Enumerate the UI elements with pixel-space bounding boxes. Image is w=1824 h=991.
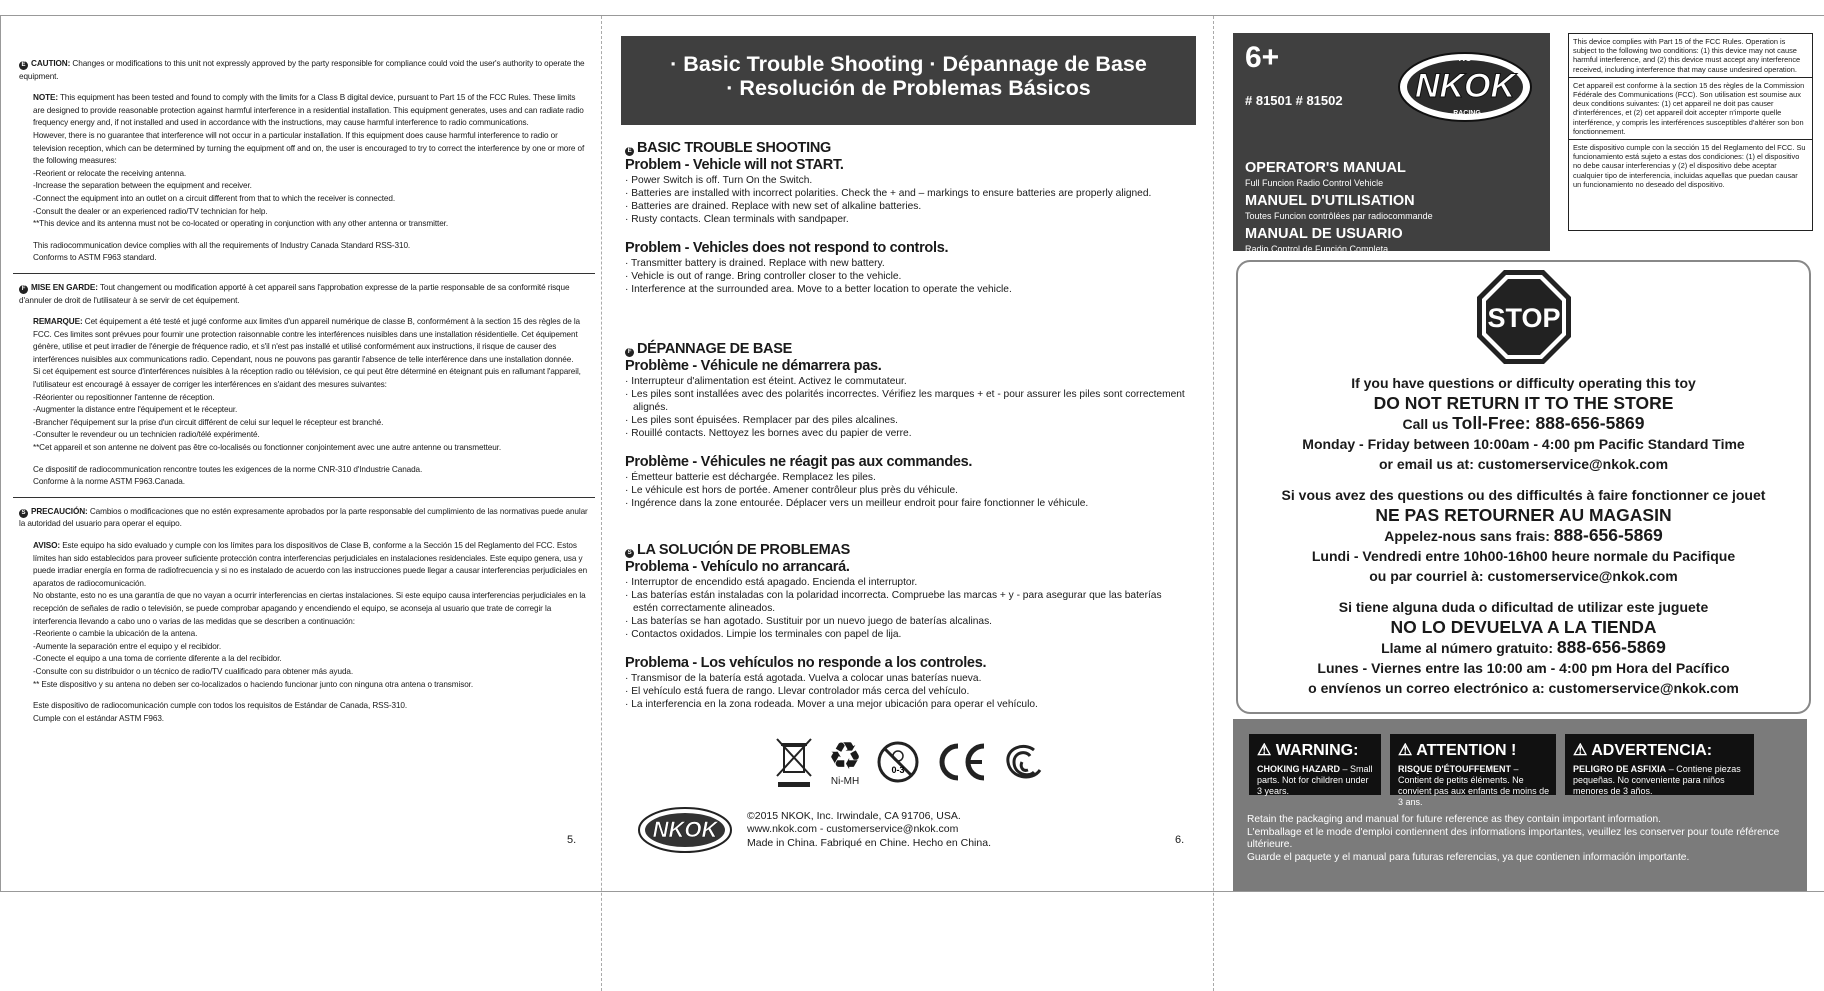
troubleshooting-banner xyxy=(621,36,1196,125)
list-item: · Ingérence dans la zone entourée. Déplacer vers un meilleur endroit pour faire fonctionner le véhicule. xyxy=(625,497,1185,510)
list-item: · Transmitter battery is drained. Replace with new battery. xyxy=(625,257,1185,270)
warning-panel xyxy=(1233,719,1807,891)
manual-subtitle: Radio Control de Función Completa xyxy=(1245,244,1389,254)
retain-line: Guarde el paquete y el manual para futuras referencias, ya que contienen información importante. xyxy=(1247,851,1690,863)
fcc-notice-es xyxy=(19,506,589,726)
help-headline: DO NOT RETURN IT TO THE STORE xyxy=(1373,393,1674,413)
fcc-notice-en xyxy=(19,58,589,265)
section-heading: LA SOLUCIÓN DE PROBLEMAS xyxy=(637,542,850,558)
caution-label: MISE EN GARDE: xyxy=(31,282,98,292)
list-item: · Transmisor de la batería está agotada. Vuelva a colocar unas baterías nueva. xyxy=(625,672,1185,685)
measure-item: -Brancher l'équipement sur la prise d'un circuit différent de celui sur lequel le récepteur est branché. xyxy=(33,417,384,427)
age-rating: 6+ xyxy=(1245,41,1280,74)
stop-sign-icon xyxy=(1475,268,1573,366)
help-call: Appelez-nous sans frais: xyxy=(1384,528,1550,544)
help-email[interactable]: ou par courriel à: customerservice@nkok.com xyxy=(1369,568,1678,584)
retain-line: Retain the packaging and manual for future reference as they contain important information. xyxy=(1247,814,1661,825)
logo-text: NKOK xyxy=(652,817,718,842)
measure-item: -Consult the dealer or an experienced radio/TV technician for help. xyxy=(33,206,268,216)
section-heading: BASIC TROUBLE SHOOTING xyxy=(637,140,831,156)
weee-bin-icon xyxy=(774,736,814,788)
help-call: Call us xyxy=(1402,416,1449,432)
manual-subtitle: Full Funcion Radio Control Vehicle xyxy=(1245,178,1384,188)
warning-box-en xyxy=(1249,734,1381,795)
fcc-statement: Este dispositivo cumple con la sección 15 del Reglamento del FCC. Su funcionamiento está sujeto a estas dos condiciones: (1) el dispositivo no debe causar interferencias y (2) el dispositivo debe aceptar cualquier tipo de interferencia, incluidas aquellas que puedan causar un funcionamiento no deseado del dispositivo. xyxy=(1573,143,1806,189)
interference-text: Si cet équipement est source d'interférences nuisibles à la réception radio ou télévision, ce qui peut être déterminé en éteignant puis en rallumant l'appareil, l'utilisateur est encouragé à essayer de corriger les interférences en s'aidant des mesures suivantes: xyxy=(33,367,581,390)
help-line: Si tiene alguna duda o dificultad de utilizar este juguete xyxy=(1338,599,1709,615)
problem-title: Problème - Véhicules ne réagit pas aux commandes. xyxy=(625,454,973,470)
fcc-statement-box xyxy=(1568,33,1813,231)
help-hours: Lundi - Vendredi entre 10h00-16h00 heure normale du Pacifique xyxy=(1311,548,1736,564)
fcc-statement: This device complies with Part 15 of the FCC Rules. Operation is subject to the following two conditions: (1) this device may not cause harmful interference, and (2) this device must accept any interference received, including interference that may cause undesired operation. xyxy=(1569,34,1812,78)
web-contact: www.nkok.com - customerservice@nkok.com xyxy=(747,823,959,836)
ce-mark-icon xyxy=(934,740,988,784)
manual-title: MANUAL DE USUARIO xyxy=(1245,226,1403,242)
troubleshooting-panel xyxy=(619,16,1205,891)
solution-list xyxy=(625,257,1185,296)
help-hours: Monday - Friday between 10:00am - 4:00 pm Pacific Standard Time xyxy=(1302,436,1745,452)
language-flag: E xyxy=(19,61,28,70)
copyright: ©2015 NKOK, Inc. Irwindale, CA 91706, USA. xyxy=(747,809,961,822)
list-item: · Las baterías se han agotado. Sustituir por un nuevo juego de baterías alcalinas. xyxy=(625,615,1185,628)
manual-sheet xyxy=(0,15,1824,892)
list-item: · Rusty contacts. Clean terminals with sandpaper. xyxy=(625,213,1185,226)
troubleshooting-es xyxy=(625,542,1185,711)
troubleshooting-fr xyxy=(625,341,1185,510)
customer-service-box xyxy=(1236,260,1811,714)
solution-list xyxy=(625,375,1185,440)
canada-compliance: Ce dispositif de radiocommunication rencontre toutes les exigences de la norme CNR-310 d'Industrie Canada. xyxy=(33,464,423,474)
caution-label: CAUTION: xyxy=(31,59,71,68)
retain-notice xyxy=(1247,814,1797,864)
troubleshooting-en xyxy=(625,140,1185,296)
astm-compliance: Conforme à la norme ASTM F963.Canada. xyxy=(33,477,185,487)
list-item: · Rouillé contacts. Nettoyez les bornes avec du papier de verre. xyxy=(625,427,1185,440)
manual-subtitle: Toutes Funcion contrôlées par radiocommande xyxy=(1245,211,1433,221)
measure-item: -Consulter le revendeur ou un technicien radio/télé expérimenté. xyxy=(33,430,260,440)
astm-compliance: Cumple con el estándar ASTM F963. xyxy=(33,713,164,723)
warning-box-es xyxy=(1565,734,1754,795)
logo-text: NKOK xyxy=(1414,67,1516,105)
warning-box-fr xyxy=(1390,734,1556,807)
stop-text: STOP xyxy=(1486,303,1561,333)
age-warning-icon xyxy=(876,740,920,784)
manual-title: OPERATOR'S MANUAL xyxy=(1245,160,1406,176)
warning-title: ATTENTION ! xyxy=(1416,742,1517,759)
caution-text: Changes or modifications to this unit not expressly approved by the party responsible for compliance could void the user's authority to operate the equipment. xyxy=(19,59,585,81)
made-in: Made in China. Fabriqué en Chine. Hecho en China. xyxy=(747,836,991,849)
fold-line xyxy=(601,16,602,991)
list-item: · Batteries are installed with incorrect polarities. Check the + and – markings to ensure batteries are properly aligned. xyxy=(625,187,1185,200)
footer-text xyxy=(747,810,991,851)
page-number: 6. xyxy=(1175,834,1185,846)
nimh-label: Ni-MH xyxy=(830,775,860,787)
help-email[interactable]: or email us at: customerservice@nkok.com xyxy=(1378,456,1669,472)
warning-triangle-icon: ⚠ xyxy=(1257,742,1272,759)
note-label: AVISO: xyxy=(33,541,60,550)
list-item: · Le véhicule est hors de portée. Amener contrôleur plus près du véhicule. xyxy=(625,484,1185,497)
banner-line: · Basic Trouble Shooting · Dépannage de Base xyxy=(670,52,1147,76)
manual-title: MANUEL D'UTILISATION xyxy=(1245,193,1415,209)
help-call: Llame al número gratuito: xyxy=(1381,640,1554,656)
measure-item: -Reoriente o cambie la ubicación de la antena. xyxy=(33,629,198,639)
solution-list xyxy=(625,576,1185,641)
list-item: · Las baterías están instaladas con la polaridad incorrecta. Compruebe las marcas + y - para asegurar que las baterías estén correctamente alineados. xyxy=(625,589,1185,615)
warning-title: ADVERTENCIA: xyxy=(1591,742,1713,759)
help-headline: NE PAS RETOURNER AU MAGASIN xyxy=(1375,505,1672,525)
help-es xyxy=(1238,597,1809,698)
nkok-logo xyxy=(637,806,733,854)
note-text: This equipment has been tested and found to comply with the limits for a Class B digital device, pursuant to Part 15 of the FCC Rules. These limits are designed to provide reasonable protection against harmful interference in a residential installation. This equipment generates, uses and can radiate radio frequency energy and, if not installed and used in accordance with the instructions, may cause harmful interference to radio communications. xyxy=(33,93,584,128)
list-item: · Les piles sont installées avec des polarités incorrectes. Vérifiez les marques + et - pour assurer les piles sont correctement alignés. xyxy=(625,388,1185,414)
interference-text: No obstante, esto no es una garantía de que no vayan a ocurrir interferencias en ciertas instalaciones. Si este equipo causa interferencias perjudiciales en la recepción de señales de radio o televisión, se puede comprobar apagando y encendiendo el equipo, se aconseja al usuario que trate de corregir la interferencia llevando a cabo uno o varias de las medidas que se describen a continuación: xyxy=(33,591,586,626)
help-email[interactable]: o envíenos un correo electrónico a: customerservice@nkok.com xyxy=(1308,680,1739,696)
list-item: · Power Switch is off. Turn On the Switch. xyxy=(625,174,1185,187)
warning-text: – Contiene piezas pequeñas. No conveniente para niños menores de 3 años. xyxy=(1573,764,1741,796)
fcc-statement: Cet appareil est conforme à la section 15 des règles de la Commission Fédérale des Communications (FCC). Son utilisation est soumise aux deux conditions suivantes: (1) cet appareil ne doit pas causer d'interférences, et (2) cet appareil doit accepter n'importe quelle interférence, y compris les interférences susceptibles d'altérer son bon fonctionnement. xyxy=(1569,78,1812,140)
language-flag: S xyxy=(19,509,28,518)
warning-label: PELIGRO DE ASFIXIA xyxy=(1573,764,1667,774)
solution-list xyxy=(625,174,1185,226)
warning-text: – Contient de petits éléments. Ne convient pas aux enfants de moins de 3 ans. xyxy=(1398,764,1550,807)
footer xyxy=(637,806,991,854)
measure-item: -Reorient or relocate the receiving antenna. xyxy=(33,168,187,178)
fold-line xyxy=(1213,16,1214,991)
phone-number[interactable]: 888-656-5869 xyxy=(1556,637,1666,657)
warning-triangle-icon: ⚠ xyxy=(1573,742,1588,759)
solution-list xyxy=(625,672,1185,711)
canada-compliance: This radiocommunication device complies with all the requirements of Industry Canada Standard RSS-310. xyxy=(33,240,411,250)
note-text: Cet équipement a été testé et jugé conforme aux limites d'un appareil numérique de classe B, conformément à la section 15 des règles de la FCC. Ces limites sont prévues pour fournir une protection raisonnable contre les interférences nuisibles dans une installation résidentielle. Cet équipement génère, utilise et peut irradier de l'énergie de fréquence radio, et s'il n'est pas installé et utilisé conformément aux instructions, il risque de causer des interférences nuisibles aux communications radio. Cependant, nous ne pouvons pas garantir l'absence de telle interférence dans une installation donnée. xyxy=(33,317,581,364)
warning-text: – Small parts. Not for children under 3 years. xyxy=(1257,764,1373,796)
note-label: REMARQUE: xyxy=(33,317,83,327)
page-number: 5. xyxy=(567,834,577,846)
help-line: If you have questions or difficulty operating this toy xyxy=(1351,375,1696,391)
list-item: · Contactos oxidados. Limpie los terminales con papel de lija. xyxy=(625,628,1185,641)
canada-compliance: Este dispositivo de radiocomunicación cumple con todos los requisitos de Estándar de Canada, RSS-310. xyxy=(33,701,408,711)
caution-label: PRECAUCIÓN: xyxy=(31,506,88,516)
caution-text: Cambios o modificaciones que no estén expresamente aprobados por la parte responsable del cumplimiento de las normativas puede anular la autoridad del usuario para operar el equipo. xyxy=(19,506,588,529)
language-flag: F xyxy=(625,348,634,357)
note-label: NOTE: xyxy=(33,93,58,103)
divider xyxy=(13,273,595,274)
list-item: · Interruptor de encendido está apagado. Encienda el interruptor. xyxy=(625,576,1185,589)
divider xyxy=(13,497,595,498)
logo-racing: RACING xyxy=(1453,110,1481,117)
swirl-logo-icon xyxy=(1002,740,1046,784)
list-item: · Les piles sont épuisées. Remplacer par des piles alcalines. xyxy=(625,414,1185,427)
section-heading: DÉPANNAGE DE BASE xyxy=(637,341,792,357)
warning-triangle-icon: ⚠ xyxy=(1398,742,1413,759)
measure-item: ** Este dispositivo y su antena no deben ser co-localizados o haciendo funcionar junto con ninguna otra antena o transmisor. xyxy=(33,679,474,689)
help-hours: Lunes - Viernes entre las 10:00 am - 4:00 pm Hora del Pacífico xyxy=(1317,660,1730,676)
language-flag: F xyxy=(19,285,28,294)
retain-line: L'emballage et le mode d'emploi contiennent des informations importantes, veuillez les conserver pour toute référence ultérieure. xyxy=(1247,826,1780,850)
problem-title: Problème - Véhicule ne démarrera pas. xyxy=(625,358,882,374)
warning-label: CHOKING HAZARD xyxy=(1257,764,1340,774)
language-flag: S xyxy=(625,549,634,558)
age-warning-text: 0-3 xyxy=(891,765,905,775)
caution-text: Tout changement ou modification apporté à cet appareil sans l'approbation expresse de la partie responsable de sa conformité risque d'annuler de droit de l'utilisateur à se servir de cet équipement. xyxy=(19,282,570,305)
phone-number[interactable]: Toll-Free: 888-656-5869 xyxy=(1452,413,1645,433)
measure-item: -Augmenter la distance entre l'équipement et le récepteur. xyxy=(33,405,238,415)
language-flag: E xyxy=(625,147,634,156)
logo-rc: RC xyxy=(1458,53,1472,63)
list-item: · Interrupteur d'alimentation est éteint. Activez le commutateur. xyxy=(625,375,1185,388)
list-item: · Interference at the surrounded area. Move to a better location to operate the vehicle. xyxy=(625,283,1185,296)
measure-item: -Increase the separation between the equipment and receiver. xyxy=(33,181,252,191)
measure-item: **This device and its antenna must not be co-located or operating in conjunction with any other antenna or transmitter. xyxy=(33,219,449,229)
help-headline: NO LO DEVUELVA A LA TIENDA xyxy=(1390,617,1657,637)
banner-line: · Resolución de Problemas Básicos xyxy=(726,76,1091,100)
help-line: Si vous avez des questions ou des difficultés à faire fonctionner ce jouet xyxy=(1281,487,1766,503)
astm-compliance: Conforms to ASTM F963 standard. xyxy=(33,253,157,263)
compliance-icons xyxy=(774,736,1046,788)
cover-panel xyxy=(1233,16,1813,891)
measure-item: -Aumente la separación entre el equipo y el recibidor. xyxy=(33,641,222,651)
list-item: · Vehicle is out of range. Bring controller closer to the vehicle. xyxy=(625,270,1185,283)
problem-title: Problema - Vehículo no arrancará. xyxy=(625,559,850,575)
list-item: · Batteries are drained. Replace with new set of alkaline batteries. xyxy=(625,200,1185,213)
help-en xyxy=(1238,373,1809,474)
list-item: · El vehículo está fuera de rango. Llevar controlador más cerca del vehículo. xyxy=(625,685,1185,698)
fcc-notice-fr xyxy=(19,282,589,489)
model-numbers: # 81501 # 81502 xyxy=(1245,93,1343,108)
measure-item: -Consulte con su distribuidor o un técnico de radio/TV cualificado para obtener más ayuda. xyxy=(33,666,354,676)
help-fr xyxy=(1238,485,1809,586)
problem-title: Problem - Vehicle will not START. xyxy=(625,157,844,173)
phone-number[interactable]: 888-656-5869 xyxy=(1553,525,1663,545)
interference-text: However, there is no guarantee that interference will not occur in a particular installation. If this equipment does cause harmful interference to radio or television reception, which can be determined by turning the equipment off and on, the user is encouraged to try to correct the interference by one or more of the following measures: xyxy=(33,130,585,166)
measure-item: -Réorienter ou repositionner l'antenne de réception. xyxy=(33,392,215,402)
problem-title: Problema - Los vehículos no responde a los controles. xyxy=(625,655,987,671)
cover-box xyxy=(1233,33,1550,254)
warning-label: RISQUE D'ÉTOUFFEMENT xyxy=(1398,764,1511,774)
note-text: Este equipo ha sido evaluado y cumple con los límites para los dispositivos de Clase B, conforme a la Sección 15 del Reglamento del FCC. Estos límites han sido establecidos para proveer suficiente protección contra interferencias perjudiciales en instalaciones residenciales. Este equipo genera, usa y puede irradiar energía en forma de radiofrecuencia y si no es instalado de acuerdo con las instrucciones puede llegar a causar interferencias perjudiciales en aparatos de radiocomunicación. xyxy=(33,541,588,588)
nkok-racing-logo xyxy=(1395,43,1535,127)
measure-item: **Cet appareil et son antenne ne doivent pas être co-localisés ou fonctionner conjointement avec une autre antenne ou transmetteur. xyxy=(33,443,502,453)
list-item: · Émetteur batterie est déchargée. Remplacez les piles. xyxy=(625,471,1185,484)
measure-item: -Connect the equipment into an outlet on a circuit different from that to which the receiver is connected. xyxy=(33,193,395,203)
nimh-recycle xyxy=(828,735,863,787)
list-item: · La interferencia en la zona rodeada. Mover a una mejor ubicación para operar el vehículo. xyxy=(625,698,1185,711)
problem-title: Problem - Vehicles does not respond to controls. xyxy=(625,240,949,256)
recycle-icon: ♻ xyxy=(828,735,863,778)
warning-title: WARNING: xyxy=(1275,742,1359,759)
solution-list xyxy=(625,471,1185,510)
regulatory-panel xyxy=(19,16,589,846)
measure-item: -Conecte el equipo a una toma de corriente diferente a la del recibidor. xyxy=(33,654,282,664)
